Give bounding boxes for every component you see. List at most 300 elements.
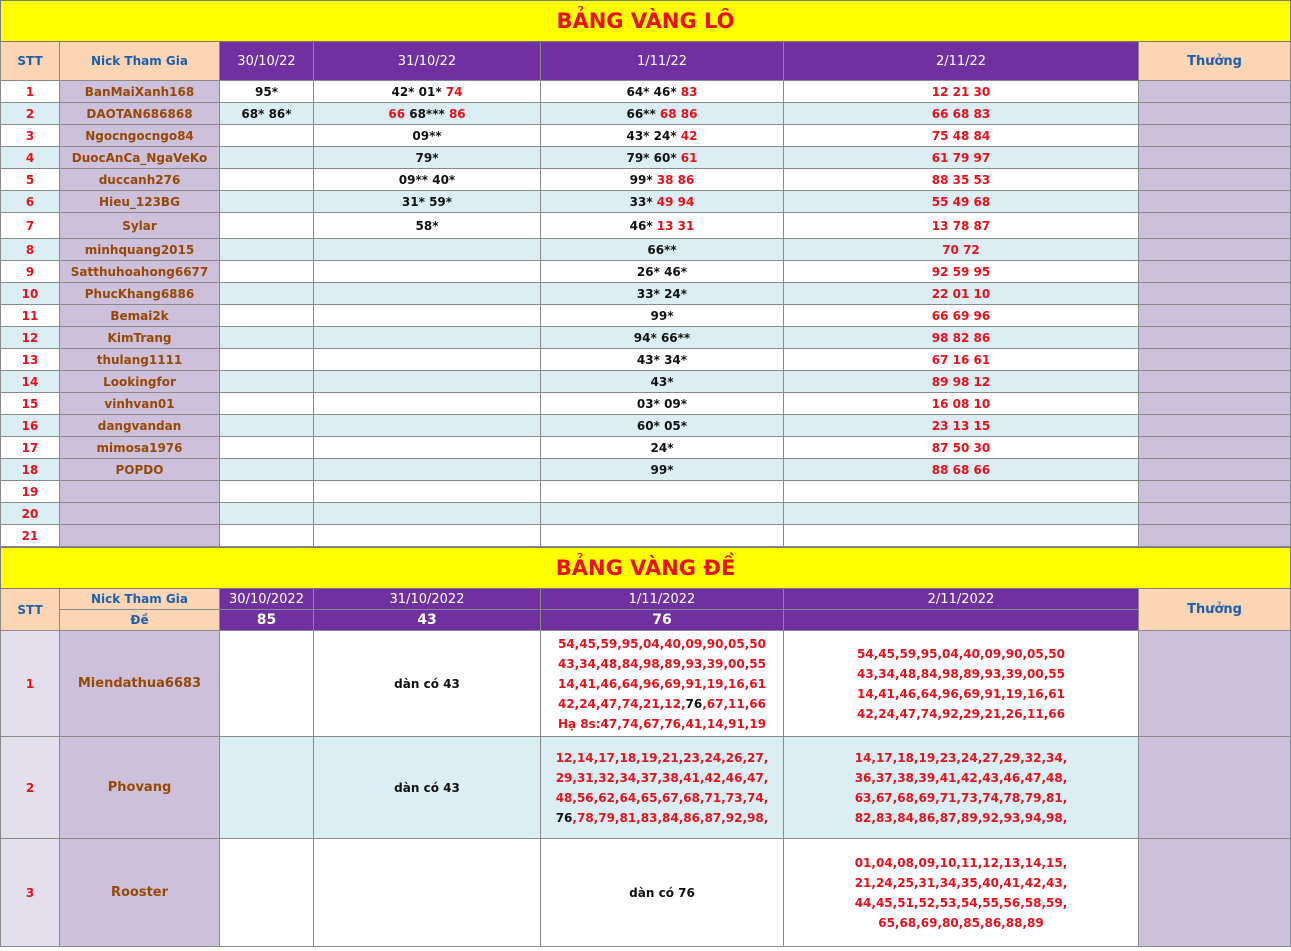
de-header-stt: STT <box>1 589 60 631</box>
score-part: 99* <box>650 308 674 323</box>
score-cell <box>220 283 314 305</box>
score-cell <box>541 213 784 239</box>
row-stt: 20 <box>1 503 60 525</box>
row-stt: 1 <box>1 81 60 103</box>
de-result: 85 <box>220 610 314 631</box>
score-part: 87 50 30 <box>931 440 991 455</box>
table-row <box>1 147 1291 169</box>
score-part: 55 49 68 <box>931 194 991 209</box>
score-cell <box>784 261 1139 283</box>
row-prize <box>1139 213 1291 239</box>
pick-line <box>541 714 783 734</box>
score-cell <box>541 459 784 481</box>
row-prize <box>1139 239 1291 261</box>
score-cell <box>220 459 314 481</box>
score-part: 68 86 <box>659 106 698 121</box>
table-row <box>1 371 1291 393</box>
row-nick: dangvandan <box>60 415 220 437</box>
table-row <box>1 169 1291 191</box>
score-cell <box>220 239 314 261</box>
score-cell <box>541 525 784 547</box>
pick-cell <box>220 737 314 839</box>
pick-cell <box>784 839 1139 947</box>
table-row <box>1 415 1291 437</box>
table-row <box>1 459 1291 481</box>
row-stt: 8 <box>1 239 60 261</box>
lo-header-date: 31/10/22 <box>314 42 541 81</box>
score-cell <box>314 169 541 191</box>
pick-line <box>541 634 783 654</box>
score-cell <box>314 349 541 371</box>
score-part: 58* <box>415 218 439 233</box>
de-header-date: 2/11/2022 <box>784 589 1139 610</box>
score-cell <box>541 81 784 103</box>
row-prize <box>1139 415 1291 437</box>
row-stt: 16 <box>1 415 60 437</box>
score-cell <box>314 283 541 305</box>
table-row <box>1 349 1291 371</box>
score-part: 61 79 97 <box>931 150 991 165</box>
score-cell <box>220 147 314 169</box>
score-cell <box>220 481 314 503</box>
score-cell <box>220 371 314 393</box>
score-part: 09** <box>412 128 442 143</box>
score-part: 22 01 10 <box>931 286 991 301</box>
table-row <box>1 737 1291 839</box>
row-nick <box>60 481 220 503</box>
score-cell <box>314 147 541 169</box>
score-cell <box>314 371 541 393</box>
score-part: 70 72 <box>942 242 980 257</box>
score-cell <box>220 103 314 125</box>
score-cell <box>541 191 784 213</box>
row-prize <box>1139 305 1291 327</box>
row-prize <box>1139 81 1291 103</box>
pick-line: 14,17,18,19,23,24,27,29,32,34, <box>854 750 1068 765</box>
score-cell <box>541 371 784 393</box>
score-part: 33* <box>629 194 657 209</box>
row-nick: thulang1111 <box>60 349 220 371</box>
row-prize <box>1139 147 1291 169</box>
score-cell <box>220 125 314 147</box>
score-cell <box>220 393 314 415</box>
score-cell <box>314 305 541 327</box>
row-nick: Phovang <box>60 737 220 839</box>
pick-line: 44,45,51,52,53,54,55,56,58,59, <box>854 895 1068 910</box>
table-row <box>1 327 1291 349</box>
row-stt: 3 <box>1 839 60 947</box>
de-header-date: 30/10/2022 <box>220 589 314 610</box>
score-cell <box>220 437 314 459</box>
score-cell <box>784 503 1139 525</box>
score-cell <box>220 503 314 525</box>
pick-line: 01,04,08,09,10,11,12,13,14,15, <box>854 855 1068 870</box>
pick-line: 36,37,38,39,41,42,43,46,47,48, <box>854 770 1068 785</box>
pick-cell: dàn có 43 <box>314 737 541 839</box>
row-nick: Hieu_123BG <box>60 191 220 213</box>
score-part: 13 78 87 <box>931 218 991 233</box>
row-nick: DAOTAN686868 <box>60 103 220 125</box>
table-row <box>1 283 1291 305</box>
score-part: 23 13 15 <box>931 418 991 433</box>
row-prize <box>1139 191 1291 213</box>
row-prize <box>1139 371 1291 393</box>
score-cell <box>314 503 541 525</box>
score-cell <box>541 393 784 415</box>
de-result: 43 <box>314 610 541 631</box>
score-part: 13 31 <box>656 218 695 233</box>
score-part: 94* 66** <box>633 330 691 345</box>
score-cell <box>784 169 1139 191</box>
row-stt: 14 <box>1 371 60 393</box>
row-prize <box>1139 283 1291 305</box>
table-row <box>1 839 1291 947</box>
score-cell <box>541 481 784 503</box>
de-title: BẢNG VÀNG ĐỀ <box>1 548 1291 589</box>
de-result: 76 <box>541 610 784 631</box>
score-cell <box>220 327 314 349</box>
pick-line <box>541 654 783 674</box>
score-cell <box>314 437 541 459</box>
pick-cell: dàn có 43 <box>314 631 541 737</box>
row-stt: 19 <box>1 481 60 503</box>
row-stt: 10 <box>1 283 60 305</box>
table-row <box>1 393 1291 415</box>
table-row <box>1 125 1291 147</box>
score-part: 61 <box>680 150 698 165</box>
score-cell <box>541 261 784 283</box>
row-stt: 5 <box>1 169 60 191</box>
row-stt: 9 <box>1 261 60 283</box>
score-part: 89 98 12 <box>931 374 991 389</box>
score-part: 79* <box>415 150 439 165</box>
row-nick: Sylar <box>60 213 220 239</box>
score-part: 43,34,48,84,98,89,93,39,00,55 <box>557 656 767 671</box>
score-cell <box>784 213 1139 239</box>
row-prize <box>1139 393 1291 415</box>
row-prize <box>1139 327 1291 349</box>
score-cell <box>314 81 541 103</box>
score-cell <box>784 147 1139 169</box>
pick-line: 65,68,69,80,85,86,88,89 <box>878 915 1044 930</box>
score-cell <box>314 481 541 503</box>
score-cell <box>220 191 314 213</box>
row-prize <box>1139 459 1291 481</box>
score-cell <box>541 349 784 371</box>
row-prize <box>1139 349 1291 371</box>
pick-line <box>541 674 783 694</box>
score-cell <box>220 525 314 547</box>
score-cell <box>541 503 784 525</box>
score-cell <box>784 191 1139 213</box>
lo-header-date: 2/11/22 <box>784 42 1139 81</box>
score-cell <box>220 305 314 327</box>
score-part: 79* 60* <box>626 150 681 165</box>
pick-line: 63,67,68,69,71,73,74,78,79,81, <box>854 790 1068 805</box>
row-stt: 15 <box>1 393 60 415</box>
score-cell <box>784 525 1139 547</box>
score-cell <box>220 169 314 191</box>
pick-cell <box>220 631 314 737</box>
score-cell <box>541 147 784 169</box>
table-row <box>1 503 1291 525</box>
pick-line <box>541 694 783 714</box>
score-cell <box>784 437 1139 459</box>
score-part: 03* 09* <box>636 396 688 411</box>
score-part: 60* 05* <box>636 418 688 433</box>
score-part: 66** <box>647 242 677 257</box>
pick-cell <box>784 631 1139 737</box>
de-header-prize: Thưởng <box>1139 589 1291 631</box>
pick-cell <box>220 839 314 947</box>
score-part: 48,56,62,64,65,67,68,71,73,74, <box>555 790 769 805</box>
row-stt: 17 <box>1 437 60 459</box>
score-part: 66 <box>388 106 410 121</box>
score-part: 88 68 66 <box>931 462 991 477</box>
de-result <box>784 610 1139 631</box>
row-prize <box>1139 481 1291 503</box>
row-stt: 13 <box>1 349 60 371</box>
row-prize <box>1139 503 1291 525</box>
row-stt: 6 <box>1 191 60 213</box>
score-cell <box>541 415 784 437</box>
score-part: 66 68 83 <box>931 106 991 121</box>
score-part: 12 21 30 <box>931 84 991 99</box>
score-part: 76 <box>555 810 573 825</box>
row-nick: Ngocngocngo84 <box>60 125 220 147</box>
score-part: 86 <box>448 106 466 121</box>
score-cell <box>784 481 1139 503</box>
score-cell <box>784 327 1139 349</box>
score-cell <box>314 125 541 147</box>
row-nick: BanMaiXanh168 <box>60 81 220 103</box>
score-cell <box>314 459 541 481</box>
row-stt: 2 <box>1 737 60 839</box>
score-cell <box>784 371 1139 393</box>
score-cell <box>314 393 541 415</box>
score-part: 54,45,59,95,04,40,09,90,05,50 <box>557 636 767 651</box>
row-stt: 4 <box>1 147 60 169</box>
row-nick: vinhvan01 <box>60 393 220 415</box>
score-cell <box>220 415 314 437</box>
score-cell <box>541 103 784 125</box>
score-part: 14,41,46,64,96,69,91,19,16,61 <box>557 676 767 691</box>
lo-header-date: 1/11/22 <box>541 42 784 81</box>
score-part: 09** 40* <box>398 172 456 187</box>
score-cell <box>784 239 1139 261</box>
lo-title: BẢNG VÀNG LÔ <box>1 1 1291 42</box>
score-cell <box>220 349 314 371</box>
pick-line <box>541 808 783 828</box>
score-cell <box>784 459 1139 481</box>
score-cell <box>314 103 541 125</box>
score-part: 16 08 10 <box>931 396 991 411</box>
score-cell <box>784 393 1139 415</box>
score-part: 42 <box>680 128 698 143</box>
score-cell <box>541 437 784 459</box>
score-part: 76 <box>685 696 703 711</box>
score-part: 66** <box>626 106 660 121</box>
score-cell <box>314 525 541 547</box>
row-prize <box>1139 125 1291 147</box>
row-stt: 3 <box>1 125 60 147</box>
score-part: 43* <box>650 374 674 389</box>
de-rows <box>1 631 1291 947</box>
score-part: 92 59 95 <box>931 264 991 279</box>
row-prize <box>1139 169 1291 191</box>
score-part: 74 <box>445 84 463 99</box>
pick-line <box>541 768 783 788</box>
row-nick: PhucKhang6886 <box>60 283 220 305</box>
lo-header-date: 30/10/22 <box>220 42 314 81</box>
pick-line <box>541 748 783 768</box>
score-part: 66 69 96 <box>931 308 991 323</box>
row-nick: minhquang2015 <box>60 239 220 261</box>
score-part: 31* 59* <box>401 194 453 209</box>
score-cell <box>541 305 784 327</box>
score-part: 26* 46* <box>636 264 688 279</box>
row-nick <box>60 503 220 525</box>
row-prize <box>1139 525 1291 547</box>
score-cell <box>220 81 314 103</box>
pick-cell <box>541 737 784 839</box>
score-part: 68* 86* <box>241 106 292 121</box>
pick-line: 54,45,59,95,04,40,09,90,05,50 <box>856 646 1066 661</box>
score-cell <box>541 239 784 261</box>
row-prize <box>1139 737 1291 839</box>
score-part: 43* 24* <box>626 128 681 143</box>
score-cell <box>541 283 784 305</box>
row-nick: Satthuhoahong6677 <box>60 261 220 283</box>
score-cell <box>314 213 541 239</box>
score-cell <box>220 261 314 283</box>
lo-header-prize: Thưởng <box>1139 42 1291 81</box>
row-nick: Miendathua6683 <box>60 631 220 737</box>
score-part: 49 94 <box>656 194 695 209</box>
table-row <box>1 213 1291 239</box>
row-prize <box>1139 103 1291 125</box>
table-row <box>1 81 1291 103</box>
table-row <box>1 191 1291 213</box>
score-part: 12,14,17,18,19,21,23,24,26,27, <box>555 750 769 765</box>
score-cell <box>784 305 1139 327</box>
score-cell <box>314 191 541 213</box>
row-nick: KimTrang <box>60 327 220 349</box>
score-part: 42,24,47,74,21,12, <box>557 696 686 711</box>
score-part: 67 16 61 <box>931 352 991 367</box>
pick-line <box>541 883 783 903</box>
score-part: 38 86 <box>656 172 695 187</box>
pick-cell <box>541 839 784 947</box>
score-cell <box>541 169 784 191</box>
row-stt: 7 <box>1 213 60 239</box>
score-part: 64* 46* <box>626 84 677 99</box>
score-cell <box>220 213 314 239</box>
pick-line: 42,24,47,74,92,29,21,26,11,66 <box>856 706 1066 721</box>
lo-rows <box>1 81 1291 547</box>
score-cell <box>784 283 1139 305</box>
pick-cell <box>541 631 784 737</box>
table-row <box>1 239 1291 261</box>
row-stt: 11 <box>1 305 60 327</box>
row-nick: duccanh276 <box>60 169 220 191</box>
score-part: 43* 34* <box>636 352 688 367</box>
score-part: 88 35 53 <box>931 172 991 187</box>
score-part: 33* 24* <box>636 286 688 301</box>
table-row <box>1 437 1291 459</box>
table-row <box>1 261 1291 283</box>
table-row <box>1 103 1291 125</box>
row-nick: POPDO <box>60 459 220 481</box>
score-cell <box>784 415 1139 437</box>
pick-line: 21,24,25,31,34,35,40,41,42,43, <box>854 875 1068 890</box>
score-part: 75 48 84 <box>931 128 991 143</box>
lo-header-stt: STT <box>1 42 60 81</box>
lo-header-nick: Nick Tham Gia <box>60 42 220 81</box>
score-cell <box>314 239 541 261</box>
score-cell <box>314 327 541 349</box>
row-nick <box>60 525 220 547</box>
score-part: 83 <box>676 84 698 99</box>
de-header-sub-label: Đề <box>60 610 220 631</box>
score-cell <box>314 415 541 437</box>
table-row <box>1 631 1291 737</box>
row-prize <box>1139 839 1291 947</box>
row-nick: DuocAnCa_NgaVeKo <box>60 147 220 169</box>
score-cell <box>541 327 784 349</box>
pick-line <box>541 788 783 808</box>
score-part: 68*** <box>409 106 449 121</box>
score-part: 42* 01* <box>391 84 446 99</box>
score-cell <box>784 349 1139 371</box>
score-part: 99* <box>629 172 657 187</box>
row-nick: mimosa1976 <box>60 437 220 459</box>
pick-cell <box>314 839 541 947</box>
pick-line: 43,34,48,84,98,89,93,39,00,55 <box>856 666 1066 681</box>
score-part: dàn có 76 <box>629 885 695 900</box>
row-stt: 12 <box>1 327 60 349</box>
score-cell <box>314 261 541 283</box>
pick-line: 14,41,46,64,96,69,91,19,16,61 <box>856 686 1066 701</box>
table-row <box>1 525 1291 547</box>
row-stt: 18 <box>1 459 60 481</box>
row-stt: 21 <box>1 525 60 547</box>
score-part: Hạ 8s:47,74,67,76,41,14,91,19 <box>557 716 767 731</box>
row-prize <box>1139 631 1291 737</box>
score-part: 95* <box>255 84 278 99</box>
score-part: 46* <box>629 218 657 233</box>
de-table <box>0 547 1291 947</box>
score-part: 98 82 86 <box>931 330 991 345</box>
de-header-date: 31/10/2022 <box>314 589 541 610</box>
row-stt: 1 <box>1 631 60 737</box>
row-stt: 2 <box>1 103 60 125</box>
row-nick: Rooster <box>60 839 220 947</box>
pick-cell <box>784 737 1139 839</box>
row-prize <box>1139 261 1291 283</box>
row-nick: Bemai2k <box>60 305 220 327</box>
pick-line: 82,83,84,86,87,89,92,93,94,98, <box>854 810 1068 825</box>
score-cell <box>784 103 1139 125</box>
de-header-nick: Nick Tham Gia <box>60 589 220 610</box>
de-header-date: 1/11/2022 <box>541 589 784 610</box>
score-part: 29,31,32,34,37,38,41,42,46,47, <box>555 770 769 785</box>
score-cell <box>541 125 784 147</box>
row-nick: Lookingfor <box>60 371 220 393</box>
score-part: ,78,79,81,83,84,86,87,92,98, <box>572 810 769 825</box>
score-part: 99* <box>650 462 674 477</box>
score-cell <box>784 81 1139 103</box>
